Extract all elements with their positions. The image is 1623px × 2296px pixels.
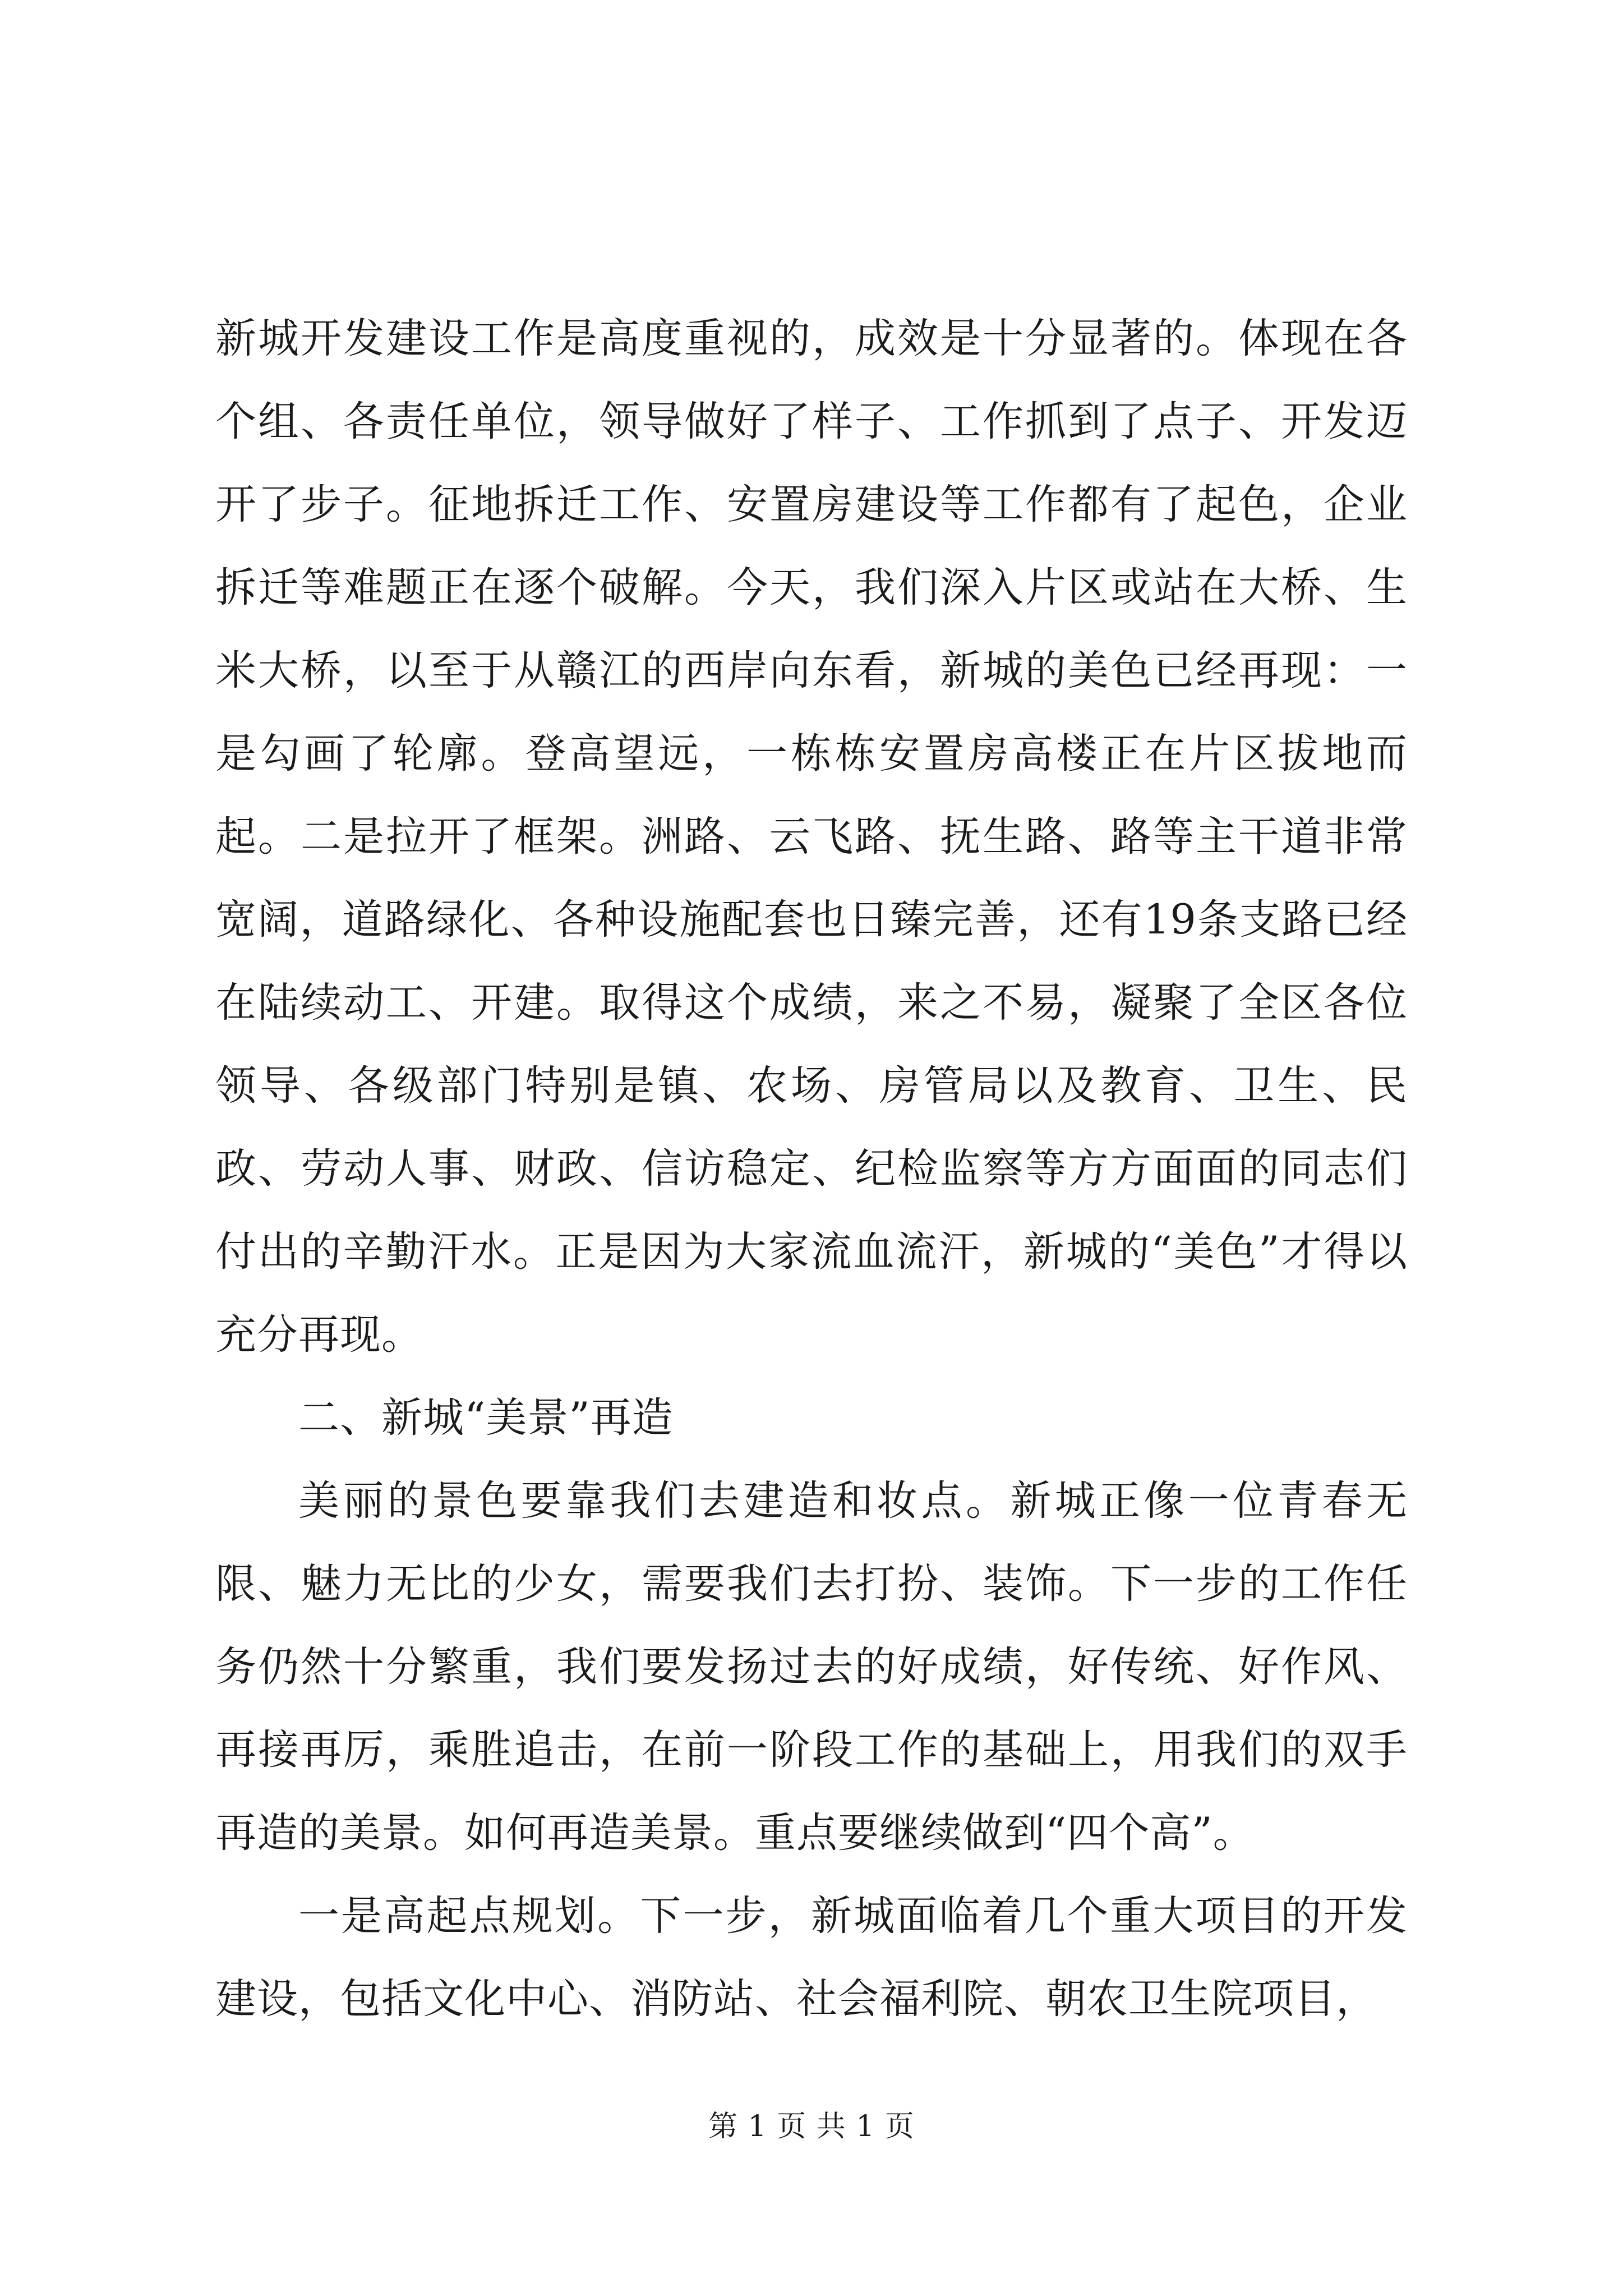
document-body: [215, 297, 1408, 2041]
page-number-label: 第 1 页 共 1 页: [708, 2110, 915, 2143]
paragraph-3: 美丽的景色要靠我们去建造和妆点。新城正像一位青春无限、魅力无比的少女，需要我们去打扮、装饰。下一步的工作任务仍然十分繁重，我们要发扬过去的好成绩，好传统、好作风、再接再厉，乘胜追击，在前一阶段工作的基础上，用我们的双手再造的美景。如何再造美景。重点要继续做到“四个高”。: [215, 1477, 1408, 1857]
page-footer: [0, 2107, 1623, 2146]
section-heading: 二、新城“美景”再造: [298, 1394, 674, 1442]
paragraph-1: 新城开发建设工作是高度重视的，成效是十分显著的。体现在各个组、各责任单位，领导做好了样子、工作抓到了点子、开发迈开了步子。征地拆迁工作、安置房建设等工作都有了起色，企业拆迁等难题正在逐个破解。今天，我们深入片区或站在大桥、生米大桥，以至于从赣江的西岸向东看，新城的美色已经再现：一是勾画了轮廓。登高望远，一栋栋安置房高楼正在片区拔地而起。二是拉开了框架。洲路、云飞路、抚生路、路等主干道非常宽阔，道路绿化、各种设施配套也日臻完善，还有19条支路已经在陆续动工、开建。取得这个成绩，来之不易，凝聚了全区各位领导、各级部门特别是镇、农场、房管局以及教育、卫生、民政、劳动人事、财政、信访稳定、纪检监察等方方面面的同志们付出的辛勤汗水。正是因为大家流血流汗，新城的“美色”才得以充分再现。: [215, 315, 1408, 1359]
paragraph-4: 一是高起点规划。下一步，新城面临着几个重大项目的开发建设，包括文化中心、消防站、社会福利院、朝农卫生院项目，: [215, 1892, 1408, 2023]
